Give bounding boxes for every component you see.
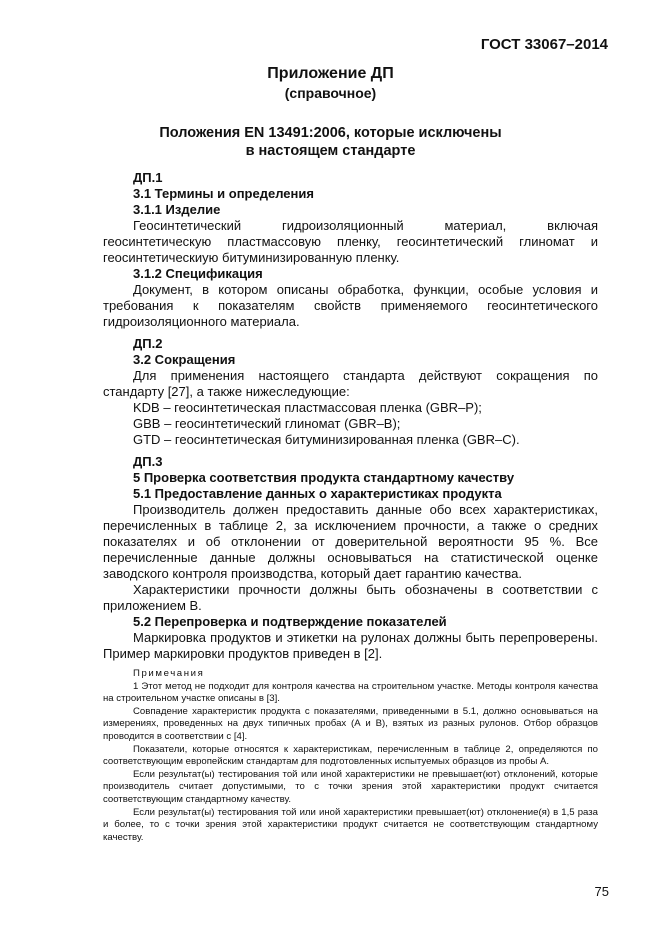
note-4: Если результат(ы) тестирования той или иной характеристики не превышает(ют) отклонений, которые производитель считает допустимыми, то с точки зрения этой характеристики продукт считается соответствующим стандартному качеству. (103, 768, 598, 805)
dp1-sub1-heading: 3.1.1 Изделие (133, 202, 221, 217)
section-title (60, 124, 601, 160)
dp3-sub1-heading: 5.1 Предоставление данных о характеристиках продукта (133, 486, 502, 501)
dp2-heading: 3.2 Сокращения (133, 352, 236, 367)
note-2: Совпадение характеристик продукта с показателями, приведенными в 5.1, должно основываться на измерениях, проведенных на двух типичных пробах (А и В), взятых из разных рулонов. Отбор образцов проводится в соответствии с [4]. (103, 705, 598, 742)
appendix-subtitle: (справочное) (284, 85, 377, 101)
dp3-sub2-heading: 5.2 Перепроверка и подтверждение показателей (133, 614, 447, 629)
dp1-label: ДП.1 (133, 170, 163, 185)
dp3-heading: 5 Проверка соответствия продукта стандартному качеству (133, 470, 515, 485)
dp3-para1: Производитель должен предоставить данные обо всех характеристиках, перечисленных в таблице 2, за исключением прочности, а также о средних показателях и об отклонении от доверительной вероятности 95 %. Все перечисленные данные должны основываться на статистической оценке заводского контроля производства, который дает гарантию качества. (103, 502, 598, 581)
appendix-title: Приложение ДП (267, 65, 394, 82)
page-number: 75 (594, 884, 609, 899)
standard-id: ГОСТ 33067–2014 (480, 36, 608, 53)
notes-heading: Примечания (133, 668, 205, 679)
dp3-para3: Маркировка продуктов и этикетки на рулонах должны быть перепроверены. Пример маркировки продуктов приведен в [2]. (103, 630, 598, 661)
dp2-label: ДП.2 (133, 336, 163, 351)
dp1-heading: 3.1 Термины и определения (133, 186, 314, 201)
section-title-line1: Положения EN 13491:2006, которые исключены (159, 125, 502, 141)
dp2-item-gbb: GBB – геосинтетический глиномат (GBR–B); (133, 416, 401, 431)
dp3-para2: Характеристики прочности должны быть обозначены в соответствии с приложением B. (103, 582, 598, 613)
note-5: Если результат(ы) тестирования той или иной характеристики превышает(ют) отклонение(я) в 1,5 раза и более, то с точки зрения этой характеристики продукт считается не соответствующим стандартному качеству. (103, 806, 598, 843)
dp3-label: ДП.3 (133, 454, 163, 469)
section-title-line2: в настоящем стандарте (245, 143, 416, 159)
dp1-sub2-text: Документ, в котором описаны обработка, функции, особые условия и требования к показателям свойств применяемого геосинтетического гидроизоляционного материала. (103, 282, 598, 329)
dp1-sub2-heading: 3.1.2 Спецификация (133, 266, 263, 281)
document-body (103, 170, 598, 844)
note-3: Показатели, которые относятся к характеристикам, перечисленным в таблице 2, определяются по соответствующим европейским стандартам для подготовленных испытуемых образцов из пробы А. (103, 743, 598, 768)
notes-block (103, 668, 598, 844)
dp1-sub1-text: Геосинтетический гидроизоляционный материал, включая геосинтетическую пластмассовую пленку, геосинтетический глиномат и геосинтетическиую битуминизированную пленку. (103, 218, 598, 265)
dp2-intro: Для применения настоящего стандарта действуют сокращения по стандарту [27], а также нижеследующие: (103, 368, 598, 399)
note-1: 1 Этот метод не подходит для контроля качества на строительном участке. Методы контроля качества на строительном участке описаны в [3]. (103, 680, 598, 705)
dp2-item-kdb: KDB – геосинтетическая пластмассовая пленка (GBR–P); (133, 400, 482, 415)
dp2-item-gtd: GTD – геосинтетическая битуминизированная пленка (GBR–C). (133, 432, 520, 447)
